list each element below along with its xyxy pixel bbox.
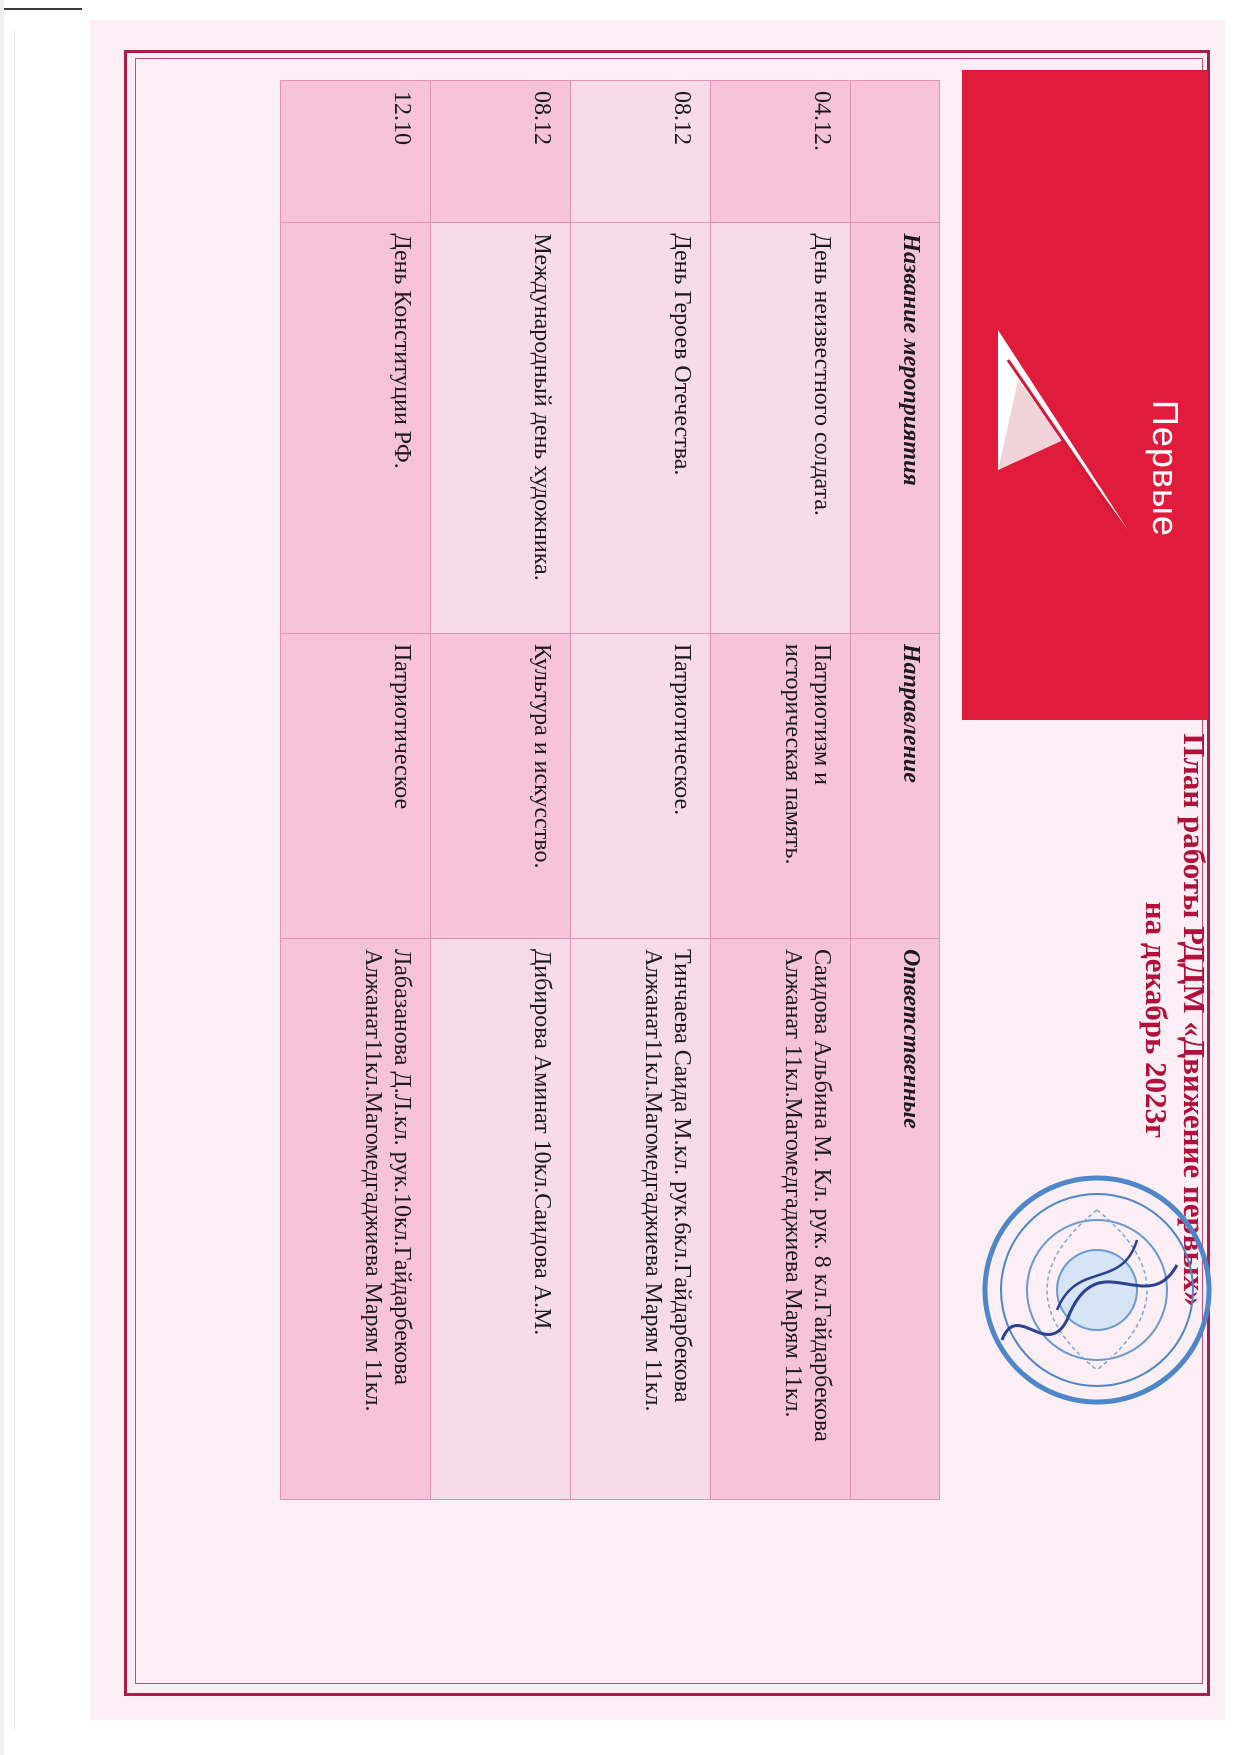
table-row bbox=[431, 81, 571, 1500]
table-row bbox=[711, 81, 851, 1500]
row-responsible: Дибирова Аминат 10кл.Саидова А.М. bbox=[431, 938, 571, 1499]
scan-top-line bbox=[4, 8, 82, 10]
table-empty-area bbox=[240, 1500, 940, 1680]
header-date bbox=[851, 81, 940, 223]
row-event-name: Международный день художника. bbox=[431, 223, 571, 634]
table-row bbox=[281, 81, 431, 1500]
row-direction: Культура и искусство. bbox=[431, 633, 571, 938]
row-direction: Патриотизм и историческая память. bbox=[711, 633, 851, 938]
row-date: 04.12. bbox=[711, 81, 851, 223]
row-direction: Патриотическое. bbox=[571, 633, 711, 938]
row-responsible: Тинчаева Саида М.кл. рук.6кл.Гайдарбекова Алжанат11кл.Магомедгаджиева Марям 11кл. bbox=[571, 938, 711, 1499]
logo-arrow-icon bbox=[988, 320, 1138, 540]
row-responsible: Лабазанова Д.Л.кл. рук.10кл.Гайдарбекова Алжанат11кл.Магомедгаджиева Марям 11кл. bbox=[281, 938, 431, 1499]
header-event-name: Название мероприятия bbox=[851, 223, 940, 634]
row-date: 08.12 bbox=[571, 81, 711, 223]
logo-word: Первые bbox=[1145, 400, 1186, 537]
header-responsible: Ответственные bbox=[851, 938, 940, 1499]
row-event-name: День Конституции РФ. bbox=[281, 223, 431, 634]
row-date: 08.12 bbox=[431, 81, 571, 223]
row-event-name: День Героев Отечества. bbox=[571, 223, 711, 634]
title-line-1: План работы РДДМ «Движение первых» bbox=[1177, 733, 1212, 1307]
header-direction: Направление bbox=[851, 633, 940, 938]
table-row bbox=[571, 81, 711, 1500]
row-event-name: День неизвестного солдата. bbox=[711, 223, 851, 634]
scan-shadow bbox=[14, 30, 15, 1730]
header-band bbox=[962, 70, 1208, 720]
table-header-row bbox=[851, 81, 940, 1500]
scan-edge bbox=[0, 0, 4, 1755]
row-responsible: Саидова Альбина М. Кл. рук. 8 кл.Гайдарбекова Алжанат 11кл.Магомедгаджиева Марям 11кл. bbox=[711, 938, 851, 1499]
title-line-2: на декабрь 2023г bbox=[1139, 901, 1174, 1139]
work-plan-table bbox=[280, 80, 940, 1500]
row-date: 12.10 bbox=[281, 81, 431, 223]
row-direction: Патриотическое bbox=[281, 633, 431, 938]
official-seal-icon bbox=[977, 1170, 1217, 1410]
document-page bbox=[90, 20, 1225, 1720]
